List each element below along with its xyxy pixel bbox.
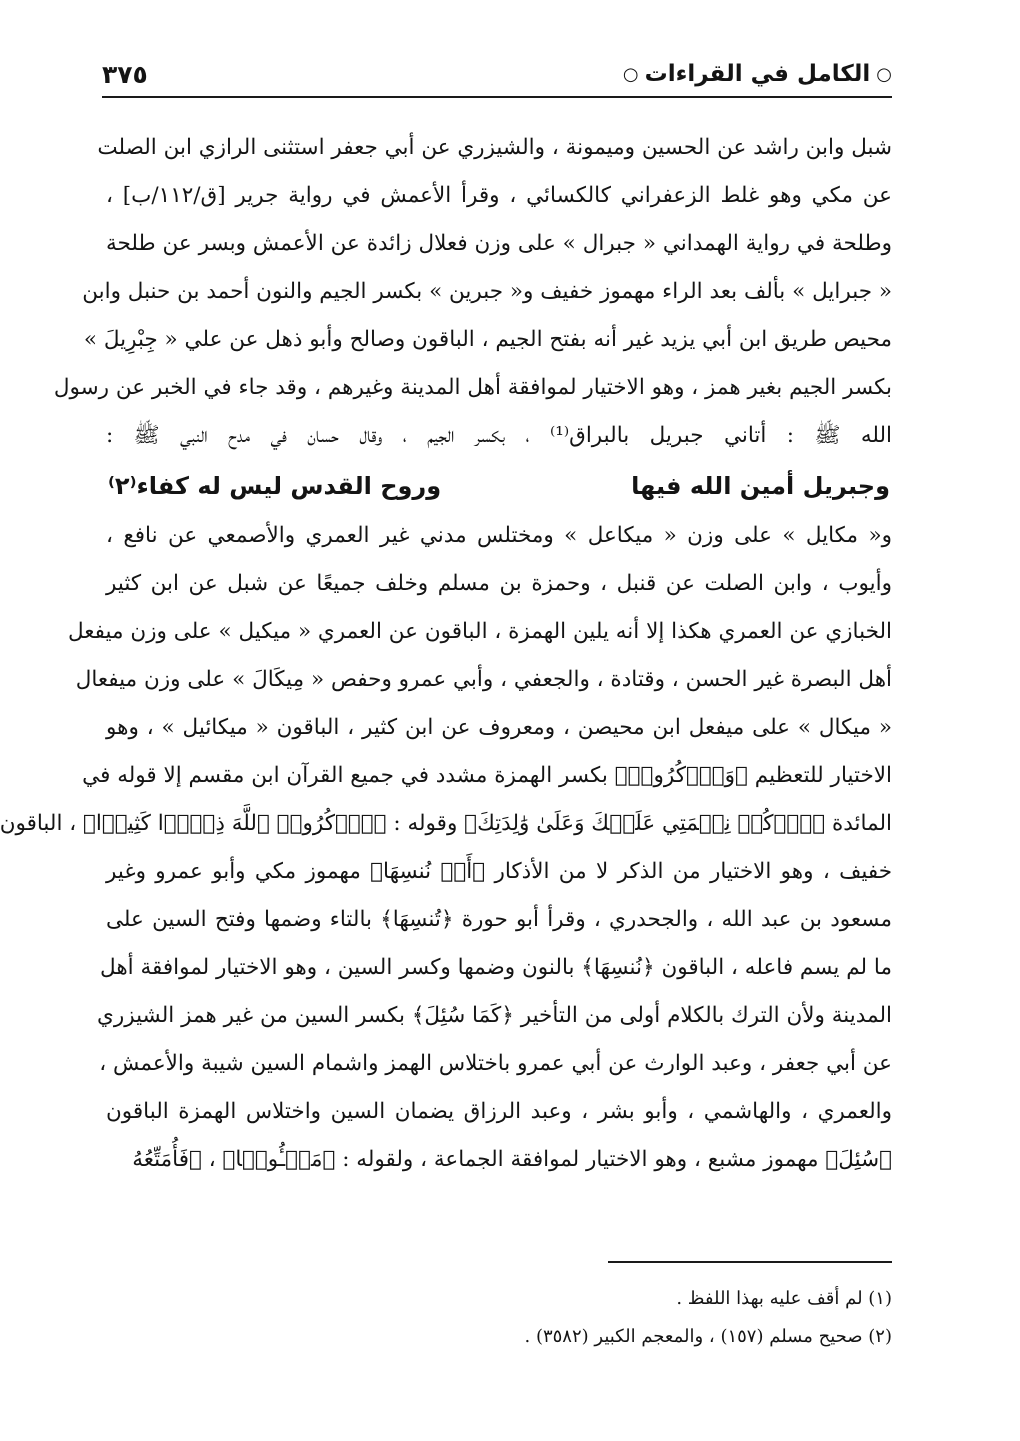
running-title xyxy=(623,61,892,87)
book-title: الكامل في القراءات xyxy=(644,61,871,87)
poetry-verse xyxy=(106,460,892,512)
text-line: وأيوب ، وابن الصلت عن قنبل ، وحمزة بن مسلم وخلف جميعًا عن شبل عن ابن كثير xyxy=(106,571,892,596)
text-line: ﴿سُئِلَ﴾ مهموز مشبع ، وهو الاختيار لموافقة الجماعة ، ولقوله : ﴿مَسۡـُٔولࣰا﴾ ، ﴿فَأُمَتِّعُهُ xyxy=(132,1147,892,1172)
text-line: شبل وابن راشد عن الحسين وميمونة ، والشيزري عن أبي جعفر استثنى الرازي ابن الصلت xyxy=(97,135,892,160)
footnote: (٢) صحيح مسلم (١٥٧) ، والمعجم الكبير (٣٥٨٢) . xyxy=(524,1326,892,1347)
main-text xyxy=(0,124,892,1184)
footnote: (١) لم أقف عليه بهذا اللفظ . xyxy=(676,1288,892,1309)
text-line: بكسر الجيم بغير همز ، وهو الاختيار لموافقة أهل المدينة وغيرهم ، وقد جاء في الخبر عن رسول xyxy=(53,375,892,400)
footnotes xyxy=(352,1280,892,1356)
page-number: ٣٧٥ xyxy=(102,59,148,89)
text-line: عن مكي وهو غلط الزعفراني كالكسائي ، وقرأ الأعمش في رواية جرير [ق/١١٢/ب] ، xyxy=(106,183,892,208)
verse-second-hemistich: وروح القدس ليس له كفاء⁽٢⁾ xyxy=(108,472,442,500)
circle-ornament-icon: ○ xyxy=(622,63,639,85)
text-line: « ميكال » على ميفعل ابن محيصن ، ومعروف عن ابن كثير ، الباقون « ميكائيل » ، وهو xyxy=(106,715,892,740)
verse-first-hemistich: وجبريل أمين الله فيها xyxy=(631,472,890,500)
text-line: و« مكايل » على وزن « ميكاعل » ومختلس مدني غير العمري والأصمعي عن نافع ، xyxy=(106,523,892,548)
text-line: أهل البصرة غير الحسن ، وقتادة ، والجعفي ، وأبي عمرو وحفص « مِيكَالَ » على وزن ميفعال xyxy=(75,667,892,692)
circle-ornament-icon: ○ xyxy=(876,63,892,85)
text-line: الله ﷺ : أتاني جبريل بالبراق⁽¹⁾ ، بكسر الجيم ، وقال حسان في مدح النبي ﷺ : xyxy=(106,423,892,448)
text-line: الاختيار للتعظيم ﴿وَٱذۡكُرُوا۟﴾ بكسر الهمزة مشدد في جميع القرآن ابن مقسم إلا قوله في xyxy=(82,763,892,788)
text-line: وطلحة في رواية الهمداني « جبرال » على وزن فعلال زائدة عن الأعمش وبسر عن طلحة xyxy=(106,231,892,256)
footnote-divider xyxy=(608,1261,892,1263)
text-line: الخبازي عن العمري هكذا إلا أنه يلين الهمزة ، الباقون عن العمري « ميكيل » على وزن ميفعل xyxy=(68,619,892,644)
running-header xyxy=(102,52,892,98)
text-line: المدينة ولأن الترك بالكلام أولى من التأخير ﴿كَمَا سُئِلَ﴾ بكسر السين من غير همز الشيزري xyxy=(97,1003,892,1028)
text-line: عن أبي جعفر ، وعبد الوارث عن أبي عمرو باختلاس الهمز واشمام السين شيبة والأعمش ، xyxy=(99,1051,892,1076)
text-line: مسعود بن عبد الله ، والجحدري ، وقرأ أبو حورة ﴿تُنسِهَا﴾ بالتاء وضمها وفتح السين على xyxy=(106,907,892,932)
text-line: ما لم يسم فاعله ، الباقون ﴿نُنسِهَا﴾ بالنون وضمها وكسر السين ، وهو الاختيار لموافقة أهل xyxy=(100,955,892,980)
text-line: والعمري ، والهاشمي ، وأبو بشر ، وعبد الرزاق يضمان السين واختلاس الهمزة الباقون xyxy=(106,1099,892,1124)
text-line: « جبرايل » بألف بعد الراء مهموز خفيف و« جبرين » بكسر الجيم والنون أحمد بن حنبل وابن xyxy=(82,279,892,304)
text-line: خفيف ، وهو الاختيار من الذكر لا من الأذكار ﴿أَوۡ نُنسِهَا﴾ مهموز مكي وأبو عمرو وغير xyxy=(106,859,892,884)
text-line: المائدة ﴿ٱذۡكُرۡ نِعۡمَتِي عَلَيۡكَ وَعَلَىٰ وَٰلِدَتِكَ﴾ وقوله : ﴿ٱذۡكُرُوا۟ ٱللَّهَ ذِكۡرࣰا كَثِيرࣰا﴾ ، الباقون xyxy=(0,811,892,836)
text-line: محيص طريق ابن أبي يزيد غير أنه بفتح الجيم ، الباقون وصالح وأبو ذهل عن علي « جِبْرِيلَ » xyxy=(83,327,892,352)
